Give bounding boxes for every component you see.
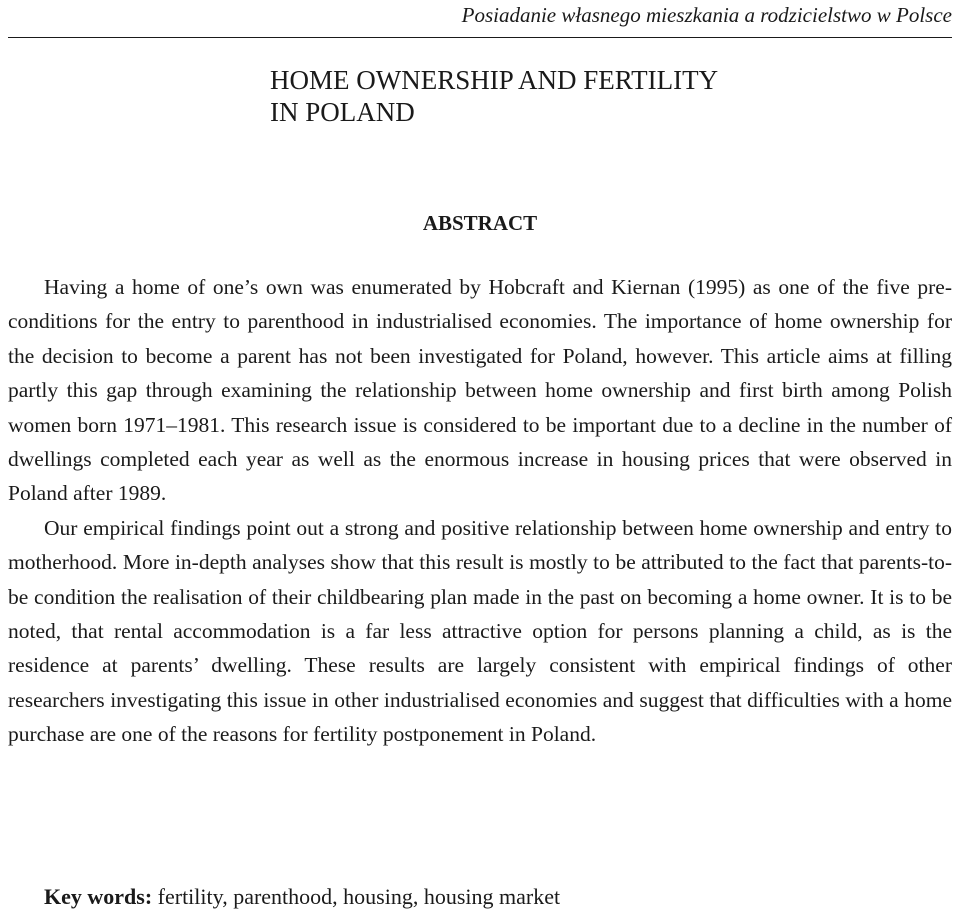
abstract-paragraph-1: Having a home of one’s own was enumerated by Hobcraft and Kiernan (1995) as one of the five pre-conditions for the entry to parenthood in industrialised economies. The importance of home ownership for the decision to become a parent has not been investigated for Poland, however. This article aims at filling partly this gap through examining the relationship between home ownership and first birth among Polish women born 1971–1981. This research issue is considered to be important due to a decline in the number of dwellings completed each year as well as the enormous increase in housing prices that were observed in Poland after 1989. xyxy=(8,275,952,506)
abstract-heading: ABSTRACT xyxy=(422,211,538,235)
running-head xyxy=(8,0,952,38)
keywords-label: Key words: xyxy=(44,884,153,909)
abstract-paragraph-2: Our empirical findings point out a strong and positive relationship between home ownership and entry to motherhood. More in-depth analyses show that this result is mostly to be attributed to the fact that parents-to-be condition the realisation of their childbearing plan made in the past on becoming a home owner. It is to be noted, that rental accommodation is a far less attractive option for persons planning a child, as is the residence at parents’ dwelling. These results are largely consistent with empirical findings of other researchers investigating this issue in other industrialised economies and suggest that difficulties with a home purchase are one of the reasons for fertility postponement in Poland. xyxy=(8,515,952,747)
keywords-value: fertility, parenthood, housing, housing market xyxy=(157,884,561,909)
keywords xyxy=(44,880,560,914)
article-title-line-2: IN POLAND xyxy=(270,97,415,127)
abstract-body xyxy=(8,270,952,752)
article-title xyxy=(270,64,718,128)
running-head-text: Posiadanie własnego mieszkania a rodzicielstwo w Polsce xyxy=(461,3,952,27)
article-title-line-1: HOME OWNERSHIP AND FERTILITY xyxy=(270,65,719,95)
